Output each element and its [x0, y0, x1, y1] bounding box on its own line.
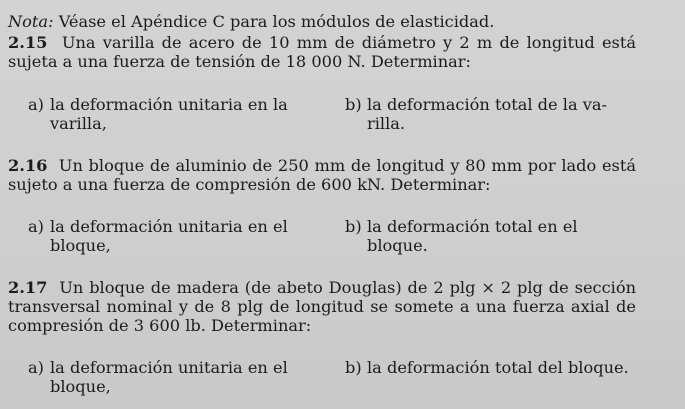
- note-line: [8, 12, 636, 31]
- part-text: la deformación total del bloque.: [367, 358, 629, 377]
- part-text: la deformación unitaria en el: [50, 358, 288, 377]
- part-text: la deformación total en el: [367, 217, 578, 236]
- note-label: Nota:: [8, 12, 54, 31]
- problem-2-17-part-b: [345, 358, 637, 377]
- problem-2-15-part-b: [345, 95, 637, 133]
- part-text: bloque,: [50, 377, 111, 396]
- problem-text: compresión de 3 600 lb. Determinar:: [8, 316, 312, 335]
- problem-number: 2.17: [8, 278, 48, 297]
- part-tag: a): [28, 95, 44, 114]
- part-tag: a): [28, 358, 44, 377]
- part-text: bloque.: [367, 236, 428, 255]
- problem-2-15-part-a: [28, 95, 316, 133]
- problem-2-17-line-1: [8, 278, 636, 297]
- problem-text: Una varilla de acero de 10 mm de diámetro y 2 m de longitud está: [61, 33, 636, 52]
- part-text: varilla,: [50, 114, 107, 133]
- problem-2-17-part-a: [28, 358, 316, 396]
- problem-2-15-line-1: [8, 33, 636, 52]
- problem-text: sujeta a una fuerza de tensión de 18 000 N. Determinar:: [8, 52, 472, 71]
- problem-2-16-line-1: [8, 156, 636, 175]
- problem-number: 2.15: [8, 33, 48, 52]
- problem-2-16-line-2: [8, 175, 636, 194]
- problem-2-16-part-b: [345, 217, 637, 255]
- problem-text: sujeto a una fuerza de compresión de 600 kN. Determinar:: [8, 175, 491, 194]
- problem-2-17-line-2: [8, 297, 636, 316]
- problem-2-15-line-2: [8, 52, 636, 71]
- problem-2-16-part-a: [28, 217, 316, 255]
- part-text: bloque,: [50, 236, 111, 255]
- part-text: rilla.: [367, 114, 406, 133]
- problem-number: 2.16: [8, 156, 48, 175]
- part-tag: b): [345, 358, 362, 377]
- problem-text: Un bloque de aluminio de 250 mm de longitud y 80 mm por lado está: [58, 156, 636, 175]
- problem-text: transversal nominal y de 8 plg de longitud se somete a una fuerza axial de: [8, 297, 636, 316]
- note-text: Véase el Apéndice C para los módulos de elasticidad.: [58, 12, 495, 31]
- part-text: la deformación unitaria en la: [50, 95, 288, 114]
- part-tag: b): [345, 217, 362, 236]
- part-text: la deformación total de la va-: [367, 95, 608, 114]
- part-tag: a): [28, 217, 44, 236]
- part-text: la deformación unitaria en el: [50, 217, 288, 236]
- problem-2-17-line-3: [8, 316, 636, 335]
- problem-text: Un bloque de madera (de abeto Douglas) de 2 plg × 2 plg de sección: [59, 278, 637, 297]
- part-tag: b): [345, 95, 362, 114]
